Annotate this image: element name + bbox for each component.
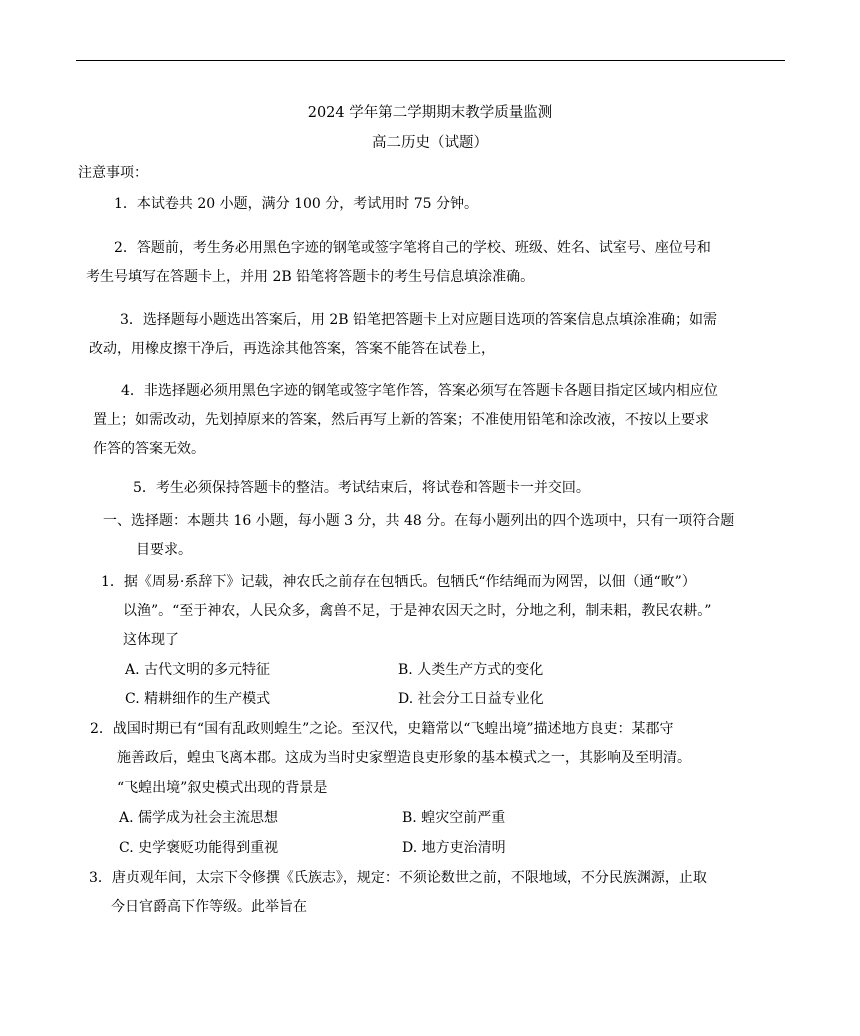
question-1-stem-line-1: 1．据《周易·系辞下》记载，神农氏之前存在包牺氏。包牺氏“作结绳而为网罟，以佃（通“畋”） (101, 574, 696, 590)
question-3-stem-line-1: 3．唐贞观年间，太宗下令修撰《氏族志》，规定：不须论数世之前，不限地域，不分民族渊源，止取 (89, 870, 707, 886)
notice-item-4-line-3: 作答的答案无效。 (93, 441, 205, 457)
notice-item-3-line-2: 改动，用橡皮擦干净后，再选涂其他答案，答案不能答在试卷上， (89, 341, 495, 357)
notice-item-2-line-2: 考生号填写在答题卡上，并用 2B 铅笔将答题卡的考生号信息填涂准确。 (86, 269, 535, 285)
question-2-option-c[interactable]: C. 史学褒贬功能得到重视 (119, 840, 279, 856)
section-heading-line-2: 目要求。 (136, 542, 192, 558)
notice-item-1: 1．本试卷共 20 小题，满分 100 分，考试用时 75 分钟。 (114, 196, 478, 212)
question-1-option-c[interactable]: C. 精耕细作的生产模式 (125, 691, 271, 707)
question-2-stem-line-2: 施善政后，蝗虫飞离本郡。这成为当时史家塑造良吏形象的基本模式之一，其影响及至明清。 (117, 750, 691, 766)
section-heading-line-1: 一、选择题：本题共 16 小题，每小题 3 分，共 48 分。在每小题列出的四个选项中，只有一项符合题 (103, 513, 735, 529)
question-2-option-d[interactable]: D. 地方吏治清明 (402, 840, 506, 856)
question-2-stem-line-1: 2．战国时期已有“国有乱政则蝗生”之论。至汉代，史籍常以“飞蝗出境”描述地方良吏：某郡守 (90, 721, 674, 737)
question-1-stem-line-3: 这体现了 (123, 632, 179, 648)
notice-item-2-line-1: 2．答题前，考生务必用黑色字迹的钢笔或签字笔将自己的学校、班级、姓名、试室号、座位号和 (114, 240, 711, 256)
question-1-stem-line-2: 以渔”。“至于神农，人民众多，禽兽不足，于是神农因天之时，分地之利，制耒耜，教民农耕。” (123, 603, 712, 619)
question-3-stem-line-2: 今日官爵高下作等级。此举旨在 (111, 899, 307, 915)
question-1-option-a[interactable]: A. 古代文明的多元特征 (125, 662, 271, 678)
question-2-option-b[interactable]: B. 蝗灾空前严重 (402, 810, 506, 826)
question-2-stem-line-3: “飞蝗出境”叙史模式出现的背景是 (117, 780, 328, 796)
notice-item-4-line-1: 4．非选择题必须用黑色字迹的钢笔或签字笔作答，答案必须写在答题卡各题目指定区域内相应位 (121, 383, 718, 399)
notice-item-4-line-2: 置上；如需改动，先划掉原来的答案，然后再写上新的答案；不准使用铅笔和涂改液，不按以上要求 (93, 412, 709, 428)
notice-item-3-line-1: 3．选择题每小题选出答案后，用 2B 铅笔把答题卡上对应题目选项的答案信息点填涂准确；如需 (120, 312, 718, 328)
header-rule (76, 60, 785, 61)
exam-title: 2024 学年第二学期期末教学质量监测 (307, 105, 553, 121)
notice-item-5: 5．考生必须保持答题卡的整洁。考试结束后，将试卷和答题卡一并交回。 (133, 480, 590, 496)
notice-heading: 注意事项： (78, 165, 148, 181)
question-1-option-b[interactable]: B. 人类生产方式的变化 (398, 662, 544, 678)
exam-subtitle: 高二历史（试题） (372, 135, 488, 151)
question-2-option-a[interactable]: A. 儒学成为社会主流思想 (119, 810, 279, 826)
question-1-option-d[interactable]: D. 社会分工日益专业化 (398, 691, 544, 707)
